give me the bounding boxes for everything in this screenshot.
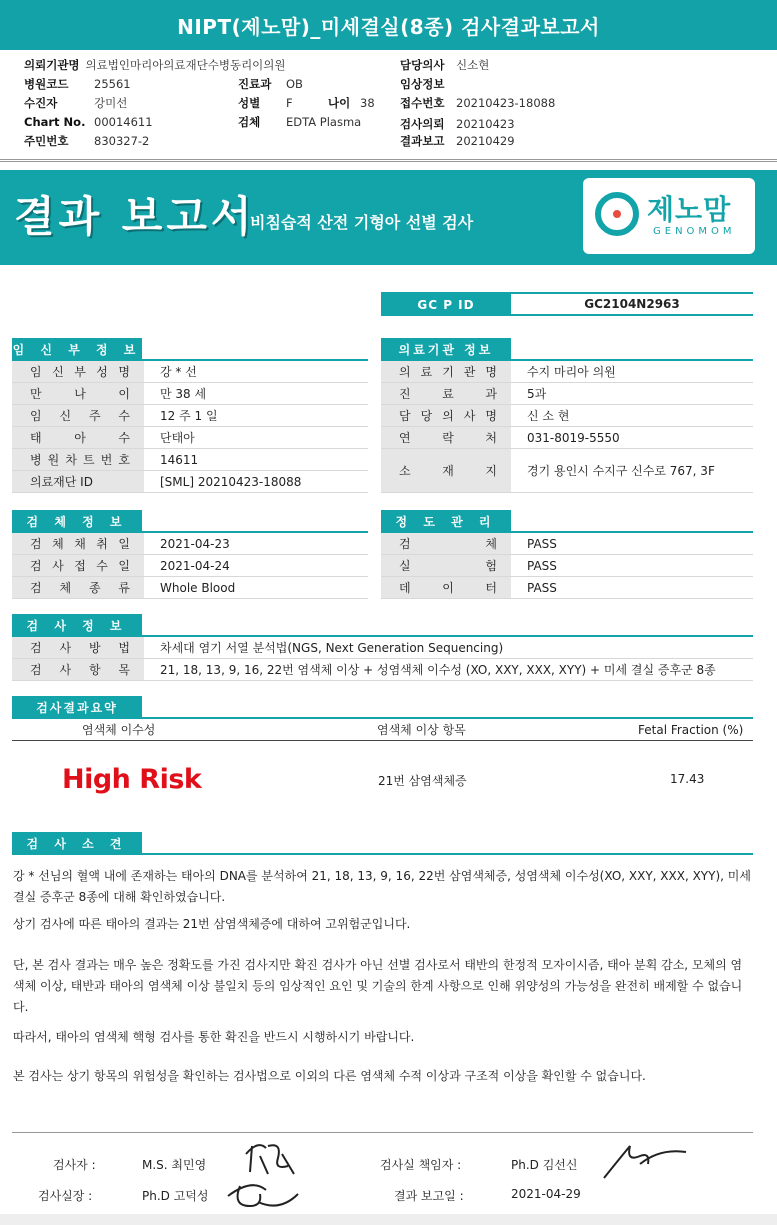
info-row-label: [12, 405, 144, 426]
findings-paragraph-4: 따라서, 태아의 염색체 핵형 검사를 통한 확진을 반드시 시행하시기 바랍니다.: [13, 1030, 415, 1044]
label-char: 원: [47, 453, 60, 467]
chart-row: [24, 112, 153, 131]
info-row-label-text: [399, 535, 497, 552]
info-row-label: [12, 471, 144, 492]
info-row-value: 12 주 1 일: [160, 409, 218, 423]
report-date-label: 결과 보고일 :: [394, 1189, 464, 1203]
findings-section-line: [12, 853, 753, 855]
specimen-value: EDTA Plasma: [286, 114, 362, 129]
info-row-label: [381, 577, 511, 598]
header-info: [0, 50, 777, 162]
label-char: 호: [118, 453, 130, 467]
info-row-label-text: [399, 407, 497, 424]
label-char: 신: [52, 365, 64, 379]
label-char: 나: [74, 387, 86, 401]
director-label: 검사실장 :: [38, 1189, 93, 1203]
label-char: 관: [463, 365, 476, 379]
gcpid-label: GC P ID: [381, 294, 511, 316]
label-char: 검: [30, 537, 42, 551]
doctor-row: [400, 55, 489, 74]
institution-section-header: 의료기관 정보: [381, 338, 511, 360]
info-row-label-text: [30, 639, 130, 656]
label-char: 기: [442, 365, 454, 379]
abnormal-item: 21번 삼염색체증: [378, 774, 467, 788]
chart-value: 00014611: [94, 114, 153, 129]
age-value: 38: [360, 95, 375, 110]
info-row: [381, 405, 753, 427]
rrn-row: [24, 131, 149, 150]
label-char: 사: [59, 641, 72, 655]
label-char: 실: [399, 559, 411, 573]
info-row: [12, 361, 368, 383]
info-row: [381, 427, 753, 449]
info-row-value: 차세대 염기 서열 분석법(NGS, Next Generation Sequencing): [160, 641, 504, 655]
banner-subtitle: 비침습적 산전 기형아 선별 검사: [250, 213, 474, 232]
info-row-label: [381, 533, 511, 554]
label-char: 처: [485, 431, 497, 445]
summary-section-header: 검사결과요약: [12, 696, 142, 718]
info-row-value: 5과: [527, 387, 547, 401]
label-char: 일: [118, 537, 130, 551]
specimen-label: 검체: [238, 114, 261, 129]
label-char: 임: [30, 365, 42, 379]
label-char: 의: [399, 365, 411, 379]
info-row-value: 031-8019-5550: [527, 430, 620, 445]
info-row-label-text: [30, 407, 130, 424]
info-row-label-text: [399, 462, 497, 479]
info-row-value: 2021-04-23: [160, 536, 230, 551]
label-char: 체: [485, 537, 497, 551]
label-char: 재: [442, 464, 454, 478]
label-char: 취: [96, 537, 108, 551]
summary-col-aneuploidy: 염색체 이수성: [82, 723, 156, 737]
info-row: [12, 533, 368, 555]
label-char: 수: [96, 559, 108, 573]
doctor-label: 담당의사: [400, 57, 445, 72]
label-char: 주: [88, 409, 101, 423]
info-row-label: [12, 533, 144, 554]
label-char: 방: [88, 641, 101, 655]
label-char: 명: [485, 365, 497, 379]
findings-section-header: 검 사 소 견: [12, 832, 142, 854]
label-char: 일: [118, 559, 130, 573]
label-char: 목: [118, 663, 130, 677]
label-char: 채: [74, 537, 86, 551]
signature-divider: [12, 1132, 753, 1133]
label-char: 험: [485, 559, 497, 573]
label-char: 만: [30, 387, 42, 401]
info-row-label-text: [30, 579, 130, 596]
dept-row: [238, 74, 303, 93]
info-row-value: PASS: [527, 536, 557, 551]
director-signature-icon: [222, 1172, 302, 1216]
summary-header-row: [12, 719, 753, 741]
info-row-value: PASS: [527, 558, 557, 573]
label-char: 지: [485, 464, 497, 478]
logo-mark-icon: [595, 192, 639, 236]
info-row: [12, 555, 368, 577]
info-row-label: [12, 659, 144, 680]
label-char: 트: [83, 453, 95, 467]
label-char: 당: [420, 409, 433, 423]
info-row: [381, 577, 753, 599]
logo-dot-icon: [613, 210, 621, 218]
info-row-label-text: [30, 385, 130, 402]
info-row: [381, 533, 753, 555]
age-label: 나이: [328, 95, 351, 110]
info-row: [12, 637, 753, 659]
info-row-label-text: [30, 557, 130, 574]
info-row-label: [12, 449, 144, 470]
label-char: 번: [100, 453, 113, 467]
label-char: 검: [30, 663, 42, 677]
info-row-label-text: [399, 363, 497, 380]
report-row: [400, 131, 515, 150]
label-char: 진: [399, 387, 411, 401]
label-char: 종: [88, 581, 101, 595]
test-section-header: 검 사 정 보: [12, 614, 142, 636]
label-char: 명: [485, 409, 497, 423]
info-row-label: [12, 577, 144, 598]
label-char: 담: [399, 409, 411, 423]
info-row-label: [12, 361, 144, 382]
label-char: 과: [485, 387, 497, 401]
info-row-label: [381, 383, 511, 404]
info-row: [12, 449, 368, 471]
label-char: 료: [442, 387, 454, 401]
director-value: Ph.D 고덕성: [142, 1189, 209, 1203]
label-char: 검: [399, 537, 411, 551]
label-char: 데: [399, 581, 411, 595]
institution-label: 의뢰기관명: [24, 57, 80, 72]
info-row: [12, 427, 368, 449]
info-row: [12, 383, 368, 405]
examinee-label: 수진자: [24, 95, 58, 110]
label-char: 신: [59, 409, 72, 423]
hospital-code-row: [24, 74, 131, 93]
findings-paragraph-3: 단, 본 검사 결과는 매우 높은 정확도를 가진 검사지만 확진 검사가 아닌 선별 검사로서 태반의 한정적 모자이시즘, 태아 분획 감소, 모체의 염색체 이상, 태반과 태아의 염색체 이상 불일치 등의 임상적인 요인 및 기술의 한계 사항으로 인해 위양성의 가능성을 완전히 배제할 수 없습니다.: [13, 958, 743, 1014]
rrn-value: 830327-2: [94, 133, 150, 148]
summary-col-ff: Fetal Fraction (%): [638, 722, 744, 737]
info-row-value: 강 * 선: [160, 365, 197, 379]
fetal-fraction-value: 17.43: [670, 772, 705, 786]
page-bottom-edge: [0, 1214, 777, 1225]
institution-row: [24, 55, 286, 74]
label-char: 병: [30, 453, 42, 467]
sex-label: 성별: [238, 95, 261, 110]
report-title: NIPT(제노맘)_미세결실(8종) 검사결과보고서: [0, 0, 777, 50]
findings-paragraph-5: 본 검사는 상기 항목의 위험성을 확인하는 검사법으로 이외의 다른 염색체 수적 이상과 구조적 이상을 확인할 수 없습니다.: [13, 1069, 646, 1083]
clinical-row: [400, 74, 456, 93]
label-char: 아: [74, 431, 86, 445]
info-row-value: 단태아: [160, 431, 195, 445]
info-row: [12, 471, 368, 493]
receipt-row: [400, 93, 555, 112]
info-row: [381, 555, 753, 577]
clinical-label: 임상정보: [400, 76, 445, 91]
label-char: 이: [442, 581, 454, 595]
info-row-value: 수지 마리아 의원: [527, 365, 616, 379]
label-char: 연: [399, 431, 411, 445]
report-date-value: 2021-04-29: [511, 1187, 581, 1201]
label-char: 체: [52, 537, 64, 551]
info-row-value: 14611: [160, 452, 199, 467]
info-row-label: [381, 405, 511, 426]
banner-main-title: 결과 보고서: [14, 192, 256, 241]
label-char: 수: [118, 409, 130, 423]
info-row-value: 2021-04-24: [160, 558, 230, 573]
genomom-logo: [583, 178, 755, 254]
summary-col-item: 염색체 이상 항목: [377, 723, 466, 737]
info-row-label-text: [30, 661, 130, 678]
chief-label: 검사실 책임자 :: [380, 1158, 462, 1172]
tester-label: 검사자 :: [53, 1158, 96, 1172]
receipt-value: 20210423-18088: [456, 95, 556, 110]
label-char: 수: [118, 431, 130, 445]
tester-value: M.S. 최민영: [142, 1158, 207, 1172]
label-char: 소: [399, 464, 411, 478]
info-row-label-text: [30, 451, 130, 468]
label-char: 터: [485, 581, 497, 595]
info-row-value: Whole Blood: [160, 580, 236, 595]
info-row-value: 경기 용인시 수지구 신수로 767, 3F: [527, 464, 715, 478]
info-row: [12, 405, 368, 427]
info-row: [381, 361, 753, 383]
label-char: 성: [96, 365, 108, 379]
label-char: 검: [30, 581, 42, 595]
chart-label: Chart No.: [24, 114, 86, 129]
info-row: [381, 449, 753, 493]
label-char: 차: [65, 453, 77, 467]
label-char: 사: [59, 663, 72, 677]
info-row-label-text: [30, 535, 130, 552]
dept-value: OB: [286, 76, 303, 91]
info-row-label-text: [399, 385, 497, 402]
receipt-label: 접수번호: [400, 95, 445, 110]
info-row-value: 신 소 현: [527, 409, 570, 423]
sex-value: F: [286, 95, 293, 110]
label-char: 사: [52, 559, 64, 573]
info-row-label-text: [399, 557, 497, 574]
label-char: 검: [30, 641, 42, 655]
label-char: 항: [88, 663, 101, 677]
info-row-label: [12, 383, 144, 404]
label-char: 부: [74, 365, 86, 379]
sex-row: [238, 93, 293, 112]
rrn-label: 주민번호: [24, 133, 69, 148]
info-row-value: PASS: [527, 580, 557, 595]
info-row: [381, 383, 753, 405]
info-row-label: [381, 555, 511, 576]
pregnant-section-header: 임 신 부 정 보: [12, 338, 142, 360]
chief-value: Ph.D 김선신: [511, 1158, 578, 1172]
examinee-row: [24, 93, 127, 112]
gcpid-value: GC2104N2963: [511, 294, 753, 316]
doctor-value: 신소현: [456, 57, 490, 72]
label-char: 임: [30, 409, 42, 423]
qc-section-header: 정 도 관 리: [381, 510, 511, 532]
chief-signature-icon: [600, 1138, 690, 1182]
specimen-section-header: 검 체 정 보: [12, 510, 142, 532]
request-value: 20210423: [456, 116, 515, 131]
info-row-value: 21, 18, 13, 9, 16, 22번 염색체 이상 + 성염색체 이수성 (XO, XXY, XXX, XYY) + 미세 결실 증후군 8종: [160, 663, 716, 677]
report-label: 결과보고: [400, 133, 445, 148]
findings-paragraph-2: 상기 검사에 따른 태아의 결과는 21번 삼염색체증에 대하여 고위험군입니다.: [13, 917, 411, 931]
label-char: 체: [59, 581, 72, 595]
info-row-label-text: [30, 363, 130, 380]
info-row-label: [12, 555, 144, 576]
hospital-code-label: 병원코드: [24, 76, 69, 91]
info-row-label: [381, 449, 511, 492]
label-char: 료: [420, 365, 433, 379]
label-char: 접: [74, 559, 86, 573]
info-row-label-text: 의료재단 ID: [30, 475, 93, 489]
info-row-value: [SML] 20210423-18088: [160, 474, 302, 489]
report-value: 20210429: [456, 133, 515, 148]
institution-value: 의료법인마리아의료재단수병동리이의원: [85, 57, 286, 72]
findings-paragraph-1: 강 * 선님의 혈액 내에 존재하는 태아의 DNA를 분석하여 21, 18, 13, 9, 16, 22번 삼염색체증, 성염색체 이수성(XO, XXY, XXX, XYY), 미세 결실 증후군 8종에 대해 확인하였습니다.: [13, 869, 751, 904]
label-char: 사: [463, 409, 476, 423]
info-row-label: [12, 427, 144, 448]
age-row: [328, 93, 375, 112]
hospital-code-value: 25561: [94, 76, 131, 91]
info-row-label-text: [399, 429, 497, 446]
info-row-value: 만 38 세: [160, 387, 207, 401]
info-row-label: [12, 637, 144, 658]
info-row: [12, 577, 368, 599]
label-char: 법: [118, 641, 130, 655]
label-char: 락: [442, 431, 454, 445]
logo-text-kr: 제노맘: [647, 193, 732, 226]
label-char: 검: [30, 559, 42, 573]
logo-text-en: GENOMOM: [653, 226, 736, 237]
label-char: 태: [30, 431, 42, 445]
info-row-label-text: [30, 429, 130, 446]
result-banner: [0, 170, 777, 265]
label-char: 의: [442, 409, 454, 423]
specimen-row: [238, 112, 361, 131]
dept-label: 진료과: [238, 76, 272, 91]
info-row-label: [381, 361, 511, 382]
info-row: [12, 659, 753, 681]
info-row-label-text: [399, 579, 497, 596]
info-row-label: [381, 427, 511, 448]
examinee-value: 강미선: [94, 95, 128, 110]
label-char: 명: [118, 365, 130, 379]
risk-result: High Risk: [62, 764, 202, 795]
request-label: 검사의뢰: [400, 116, 445, 131]
label-char: 류: [118, 581, 130, 595]
label-char: 이: [118, 387, 130, 401]
